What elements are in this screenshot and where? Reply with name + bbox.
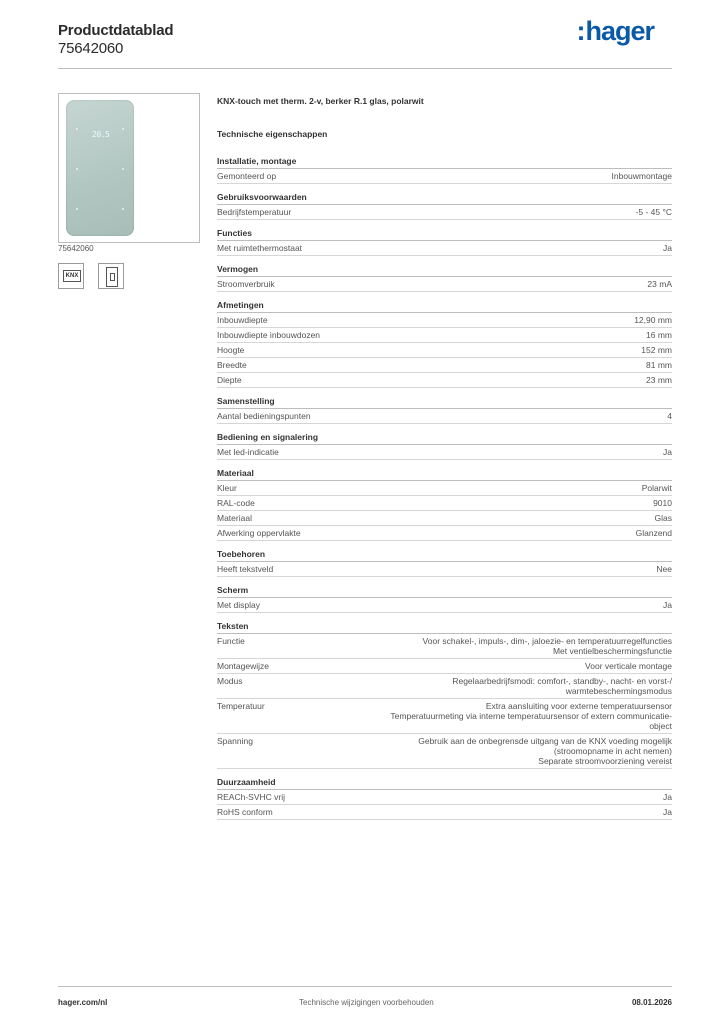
spec-value: -5 - 45 °C — [635, 207, 672, 217]
section-heading: Duurzaamheid — [217, 777, 672, 790]
product-image-caption: 75642060 — [58, 244, 94, 253]
section-heading: Functies — [217, 228, 672, 241]
knx-icon — [58, 263, 84, 289]
spec-label: Breedte — [217, 360, 247, 370]
spec-value: Nee — [656, 564, 672, 574]
section-heading: Bediening en signalering — [217, 432, 672, 445]
spec-row — [217, 526, 672, 541]
spec-value: Gebruik aan de onbegrensde uitgang van de KNX voeding mogelijk (stroomopname in acht nemen) Separate stroomvoorziening vereist — [418, 736, 672, 766]
document-title: Productdatablad — [58, 22, 174, 39]
spec-value: Extra aansluiting voor externe temperatuursensor Temperatuurmeting via interne temperatuursensor of extern communicatie- object — [390, 701, 672, 731]
spec-section — [217, 621, 672, 769]
section-heading: Scherm — [217, 585, 672, 598]
spec-row — [217, 634, 672, 659]
spec-label: RoHS conform — [217, 807, 273, 817]
knx-icon-label: KNX — [63, 270, 81, 282]
spec-row — [217, 805, 672, 820]
spec-label: Aantal bedieningspunten — [217, 411, 311, 421]
spec-row — [217, 169, 672, 184]
touch-point-dot — [76, 208, 78, 210]
spec-label: Heeft tekstveld — [217, 564, 274, 574]
touch-point-dot — [76, 128, 78, 130]
spec-row — [217, 511, 672, 526]
spec-label: Spanning — [217, 736, 253, 746]
spec-label: Met display — [217, 600, 260, 610]
touch-point-dot — [122, 128, 124, 130]
specification-sections — [217, 156, 672, 820]
footer-divider — [58, 986, 672, 987]
spec-section — [217, 585, 672, 613]
spec-value: 152 mm — [641, 345, 672, 355]
footer-website: hager.com/nl — [58, 998, 108, 1007]
section-heading: Samenstelling — [217, 396, 672, 409]
spec-row — [217, 409, 672, 424]
spec-label: REACh-SVHC vrij — [217, 792, 286, 802]
product-image-frame — [58, 93, 200, 243]
spec-label: Modus — [217, 676, 243, 686]
spec-value: 23 mA — [647, 279, 672, 289]
logo-text: hager — [585, 16, 654, 46]
spec-label: Kleur — [217, 483, 237, 493]
spec-section — [217, 228, 672, 256]
spec-value: Voor schakel-, impuls-, dim-, jaloezie- en temperatuurregelfuncties Met ventielbeschermingsfunctie — [422, 636, 672, 656]
spec-label: Afwerking oppervlakte — [217, 528, 301, 538]
document-header — [58, 22, 173, 57]
properties-title: Technische eigenschappen — [217, 129, 328, 139]
spec-value: Ja — [663, 447, 672, 457]
section-heading: Materiaal — [217, 468, 672, 481]
flush-mount-icon-outline — [106, 267, 118, 287]
spec-value: 9010 — [653, 498, 672, 508]
spec-value: 16 mm — [646, 330, 672, 340]
spec-row — [217, 562, 672, 577]
spec-value: Ja — [663, 792, 672, 802]
spec-value: Ja — [663, 807, 672, 817]
spec-row — [217, 445, 672, 460]
spec-label: Gemonteerd op — [217, 171, 277, 181]
spec-row — [217, 205, 672, 220]
product-name: KNX-touch met therm. 2-v, berker R.1 glas, polarwit — [217, 96, 424, 106]
flush-mount-icon-inner — [110, 273, 115, 281]
spec-row — [217, 358, 672, 373]
section-heading: Afmetingen — [217, 300, 672, 313]
spec-value: 4 — [667, 411, 672, 421]
spec-value: Polarwit — [641, 483, 672, 493]
spec-label: Montagewijze — [217, 661, 269, 671]
spec-row — [217, 734, 672, 769]
product-number: 75642060 — [58, 40, 124, 57]
spec-row — [217, 373, 672, 388]
spec-value: 81 mm — [646, 360, 672, 370]
hager-logo — [576, 16, 654, 47]
footer-disclaimer: Technische wijzigingen voorbehouden — [299, 998, 434, 1007]
logo-dots: : — [576, 16, 586, 46]
spec-section — [217, 192, 672, 220]
specifications-content — [217, 96, 672, 828]
spec-row — [217, 598, 672, 613]
touch-point-dot — [122, 208, 124, 210]
spec-value: Ja — [663, 243, 672, 253]
section-heading: Installatie, montage — [217, 156, 672, 169]
spec-value: Ja — [663, 600, 672, 610]
spec-value: Inbouwmontage — [611, 171, 672, 181]
spec-value: Glas — [654, 513, 672, 523]
header-divider — [58, 68, 672, 69]
spec-section — [217, 396, 672, 424]
section-heading: Gebruiksvoorwaarden — [217, 192, 672, 205]
touch-point-dot — [76, 168, 78, 170]
spec-row — [217, 674, 672, 699]
section-heading: Teksten — [217, 621, 672, 634]
spec-label: Diepte — [217, 375, 242, 385]
spec-section — [217, 777, 672, 820]
spec-value: Voor verticale montage — [585, 661, 672, 671]
spec-row — [217, 659, 672, 674]
spec-section — [217, 549, 672, 577]
spec-row — [217, 277, 672, 292]
spec-label: Met led-indicatie — [217, 447, 279, 457]
spec-value: Glanzend — [635, 528, 672, 538]
spec-value: 12,90 mm — [634, 315, 672, 325]
spec-label: RAL-code — [217, 498, 255, 508]
spec-section — [217, 432, 672, 460]
footer-date: 08.01.2026 — [631, 998, 672, 1007]
spec-section — [217, 156, 672, 184]
device-display-readout: 20.5 — [92, 130, 110, 139]
spec-section — [217, 300, 672, 388]
flush-mount-icon — [98, 263, 124, 289]
spec-label: Hoogte — [217, 345, 245, 355]
spec-row — [217, 343, 672, 358]
spec-row — [217, 241, 672, 256]
spec-label: Inbouwdiepte — [217, 315, 268, 325]
spec-label: Inbouwdiepte inbouwdozen — [217, 330, 321, 340]
spec-label: Functie — [217, 636, 245, 646]
spec-section — [217, 468, 672, 541]
spec-row — [217, 790, 672, 805]
spec-label: Materiaal — [217, 513, 252, 523]
section-heading: Vermogen — [217, 264, 672, 277]
spec-label: Met ruimtethermostaat — [217, 243, 303, 253]
spec-value: Regelaarbedrijfsmodi: comfort-, standby-, nacht- en vorst-/ warmtebeschermingsmodus — [452, 676, 672, 696]
spec-label: Bedrijfstemperatuur — [217, 207, 292, 217]
spec-row — [217, 313, 672, 328]
spec-row — [217, 328, 672, 343]
spec-row — [217, 699, 672, 734]
touch-point-dot — [122, 168, 124, 170]
spec-value: 23 mm — [646, 375, 672, 385]
spec-row — [217, 481, 672, 496]
product-image — [66, 100, 134, 236]
spec-section — [217, 264, 672, 292]
spec-label: Stroomverbruik — [217, 279, 275, 289]
spec-row — [217, 496, 672, 511]
spec-label: Temperatuur — [217, 701, 265, 711]
section-heading: Toebehoren — [217, 549, 672, 562]
